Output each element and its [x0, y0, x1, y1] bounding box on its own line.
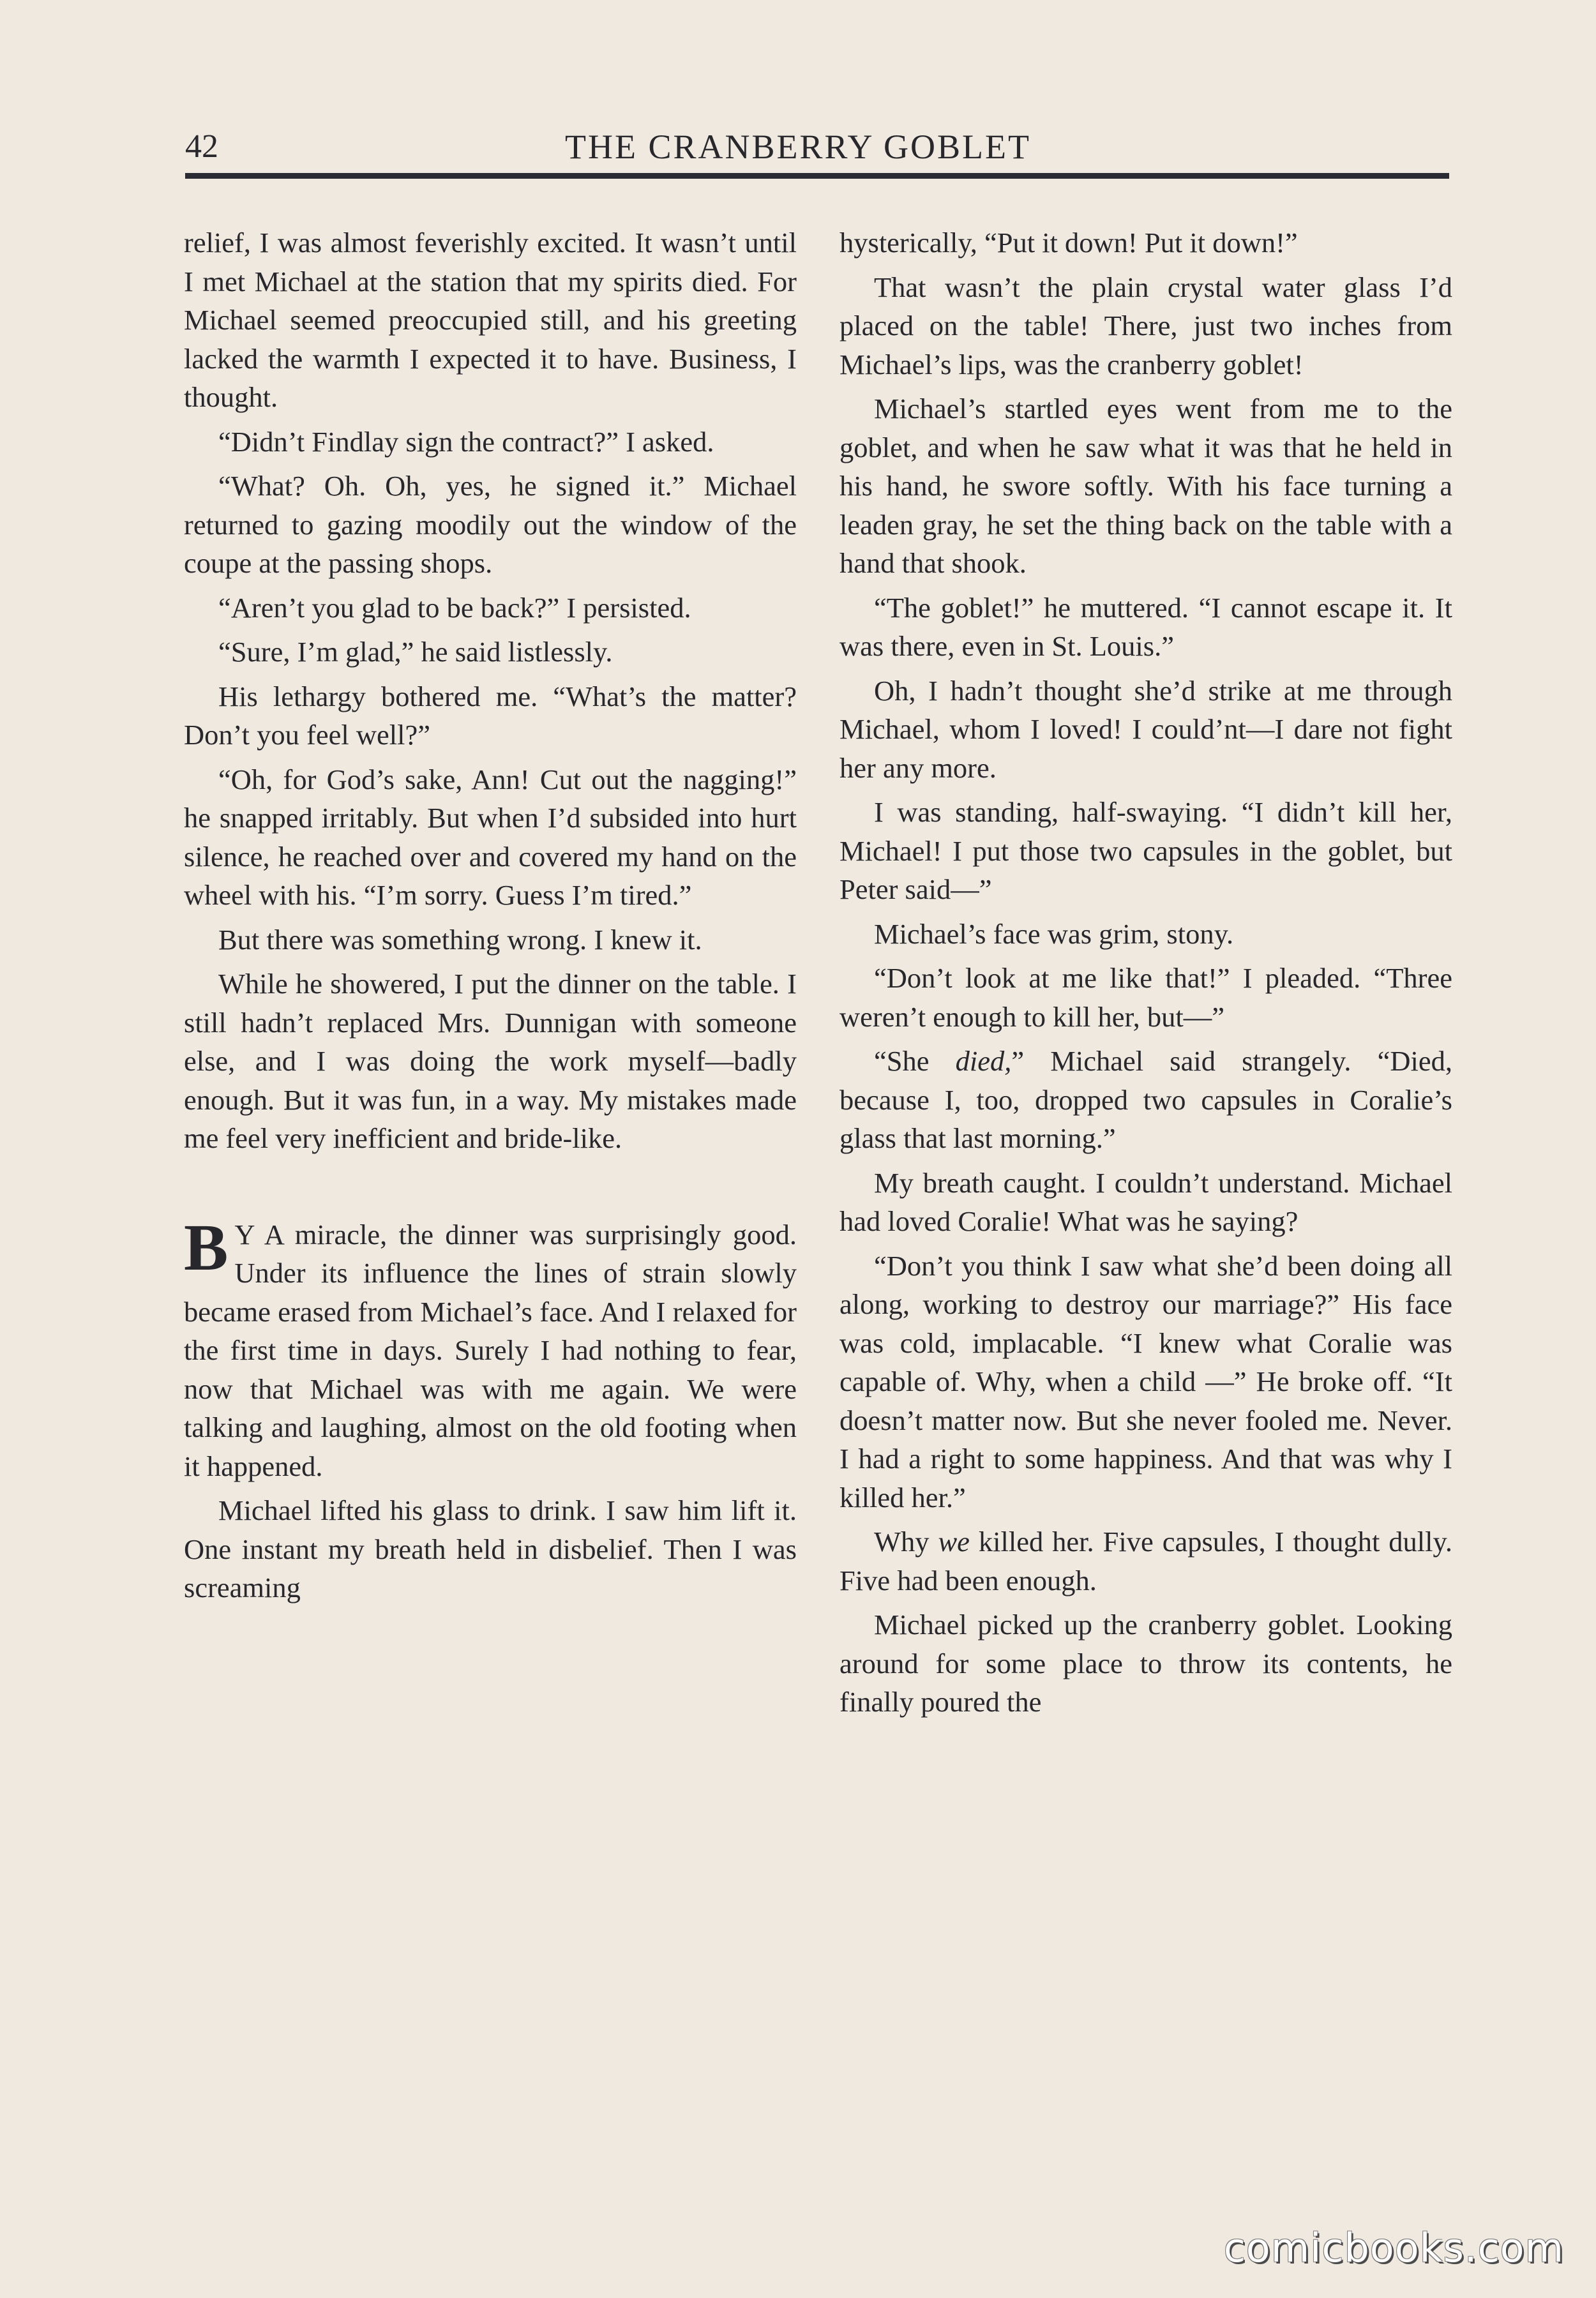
paragraph: Michael lifted his glass to drink. I saw him lift it. One instant my breath held in disbelief. Then I was screaming: [184, 1494, 797, 1603]
left-column: [184, 223, 797, 1613]
emphasis: we: [938, 1526, 970, 1558]
paragraph: His lethargy bothered me. “What’s the matter? Don’t you feel well?”: [184, 680, 797, 751]
header-rule: [185, 173, 1449, 179]
paragraph: My breath caught. I couldn’t understand. Michael had loved Coralie! What was he saying?: [839, 1166, 1452, 1237]
text-run: ” Michael said strangely. “Died, because I, too, dropped two capsules in Coralie’s glass that last morning.”: [839, 1045, 1452, 1154]
paragraph: “Oh, for God’s sake, Ann! Cut out the nagging!” he snapped irritably. But when I’d subsided into hurt silence, he reached over and covered my hand on the wheel with his. “I’m sorry. Guess I’m tired.”: [184, 763, 797, 911]
page-number: 42: [185, 128, 218, 165]
paragraph: Michael’s face was grim, stony.: [874, 917, 1234, 950]
paragraph: relief, I was almost feverishly excited. It wasn’t until I met Michael at the station that my spirits died. For Michael seemed preoccupied still, and his greeting lacked the warmth I expected it to have. Business, I thought.: [184, 227, 797, 413]
paragraph: That wasn’t the plain crystal water glass I’d placed on the table! There, just two inches from Michael’s lips, was the cranberry goblet!: [839, 271, 1452, 380]
paragraph: Oh, I hadn’t thought she’d strike at me through Michael, whom I loved! I could’nt—I dare not fight her any more.: [839, 674, 1452, 784]
emphasis: died,: [955, 1045, 1012, 1077]
paragraph: But there was something wrong. I knew it.: [218, 923, 702, 956]
drop-cap: B: [184, 1210, 229, 1284]
paragraph: “What? Oh. Oh, yes, he signed it.” Michael returned to gazing moodily out the window of the coupe at the passing shops.: [184, 470, 797, 579]
section-text: Y A miracle, the dinner was surprisingly good. Under its influence the lines of strain slowly became erased from Michael’s face. And I relaxed for the first time in days. Surely I had nothing to fear, now that Michael was with me again. We were talking and laughing, almost on the old footing when it happened.: [184, 1218, 797, 1482]
section-first-paragraph: [184, 1210, 797, 1486]
watermark: comicbooks.com: [1223, 2225, 1564, 2271]
paragraph: “Aren’t you glad to be back?” I persisted.: [218, 591, 691, 624]
paragraph: “The goblet!” he muttered. “I cannot escape it. It was there, even in St. Louis.”: [839, 591, 1452, 662]
paragraph: I was standing, half-swaying. “I didn’t kill her, Michael! I put those two capsules in the goblet, but Peter said—”: [839, 796, 1452, 905]
text-run: killed her. Five capsules, I thought dully. Five had been enough.: [839, 1526, 1452, 1596]
running-title: THE CRANBERRY GOBLET: [564, 128, 1032, 166]
right-column: [839, 223, 1452, 1727]
paragraph: Michael picked up the cranberry goblet. Looking around for some place to throw its contents, he finally poured the: [839, 1609, 1452, 1718]
text-run: “She: [874, 1045, 956, 1077]
paragraph: “Don’t you think I saw what she’d been doing all along, working to destroy our marriage?” His face was cold, implacable. “I knew what Coralie was capable of. Why, when a child —” He broke off. “It doesn’t matter now. But she never fooled me. Never. I had a right to some happiness. And that was why I killed her.”: [839, 1249, 1452, 1513]
paragraph: [839, 1042, 1452, 1158]
paragraph: hysterically, “Put it down! Put it down!”: [839, 227, 1298, 259]
paragraph: While he showered, I put the dinner on the table. I still hadn’t replaced Mrs. Dunnigan with someone else, and I was doing the work myself—badly enough. But it was fun, in a way. My mistakes made me feel very inefficient and bride-like.: [184, 968, 797, 1154]
paragraph: “Don’t look at me like that!” I pleaded. “Three weren’t enough to kill her, but—”: [839, 962, 1452, 1033]
paragraph: “Sure, I’m glad,” he said listlessly.: [218, 636, 613, 668]
text-run: Why: [874, 1526, 938, 1558]
paragraph: [839, 1522, 1452, 1600]
paragraph: Michael’s startled eyes went from me to the goblet, and when he saw what it was that he held in his hand, he swore softly. With his face turning a leaden gray, he set the thing back on the table with a hand that shook.: [839, 393, 1452, 579]
paragraph: “Didn’t Findlay sign the contract?” I asked.: [218, 425, 714, 458]
